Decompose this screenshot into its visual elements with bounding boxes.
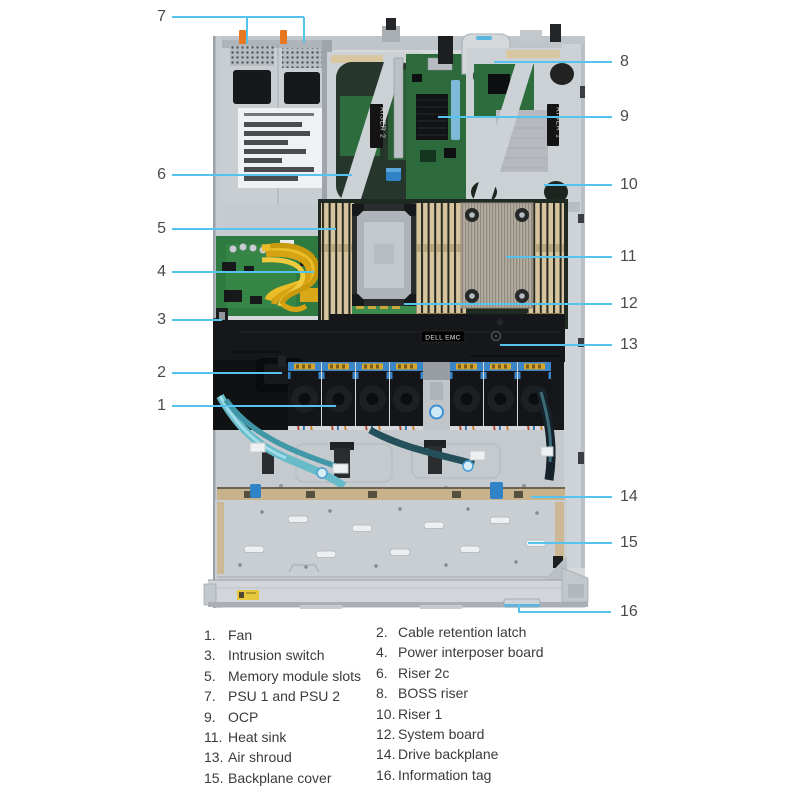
callout-number-16: 16 [620,603,638,620]
legend-item-16 [376,767,544,787]
backplane-cover [215,500,567,580]
legend-item-12 [376,726,544,746]
callout-number-15: 15 [620,534,638,551]
ocp-area [406,54,468,204]
legend-item-7 [204,688,361,708]
legend-num: 1. [204,627,216,643]
legend-item-15 [204,770,361,790]
callout-number-11: 11 [620,248,637,265]
legend-item-3 [204,647,361,667]
callout-number-3: 3 [157,311,166,328]
legend-label: System board [398,725,485,742]
legend-num: 2. [376,624,388,640]
legend-num: 16. [376,766,396,783]
legend-num: 8. [376,685,388,702]
legend-num: 5. [204,667,216,684]
legend-label: Drive backplane [398,746,499,763]
callout-number-12: 12 [620,295,638,312]
callout-number-10: 10 [620,176,638,193]
callout-number-1: 1 [157,397,166,414]
callout-number-13: 13 [620,336,638,353]
legend-label: Air shroud [228,749,292,766]
mid-floor [221,205,321,240]
callout-number-14: 14 [620,488,638,505]
legend-label: Fan [228,627,253,643]
legend-item-2 [376,624,544,644]
legend-label: OCP [228,708,259,725]
legend-num: 6. [376,664,388,681]
legend-label: PSU 1 and PSU 2 [228,688,341,705]
fan-bracket [423,362,450,432]
legend-item-10 [376,706,544,726]
legend-num: 9. [204,708,216,725]
legend-label: BOSS riser [398,685,469,702]
riser-1-label-text: RISER 1 [554,107,562,139]
legend-column-right [376,624,544,787]
callout-number-8: 8 [620,53,629,70]
legend-item-13 [204,749,361,769]
legend-label: Riser 1 [398,705,443,722]
heat-sink [461,203,533,308]
legend-label: Intrusion switch [228,647,325,664]
legend-num: 4. [376,644,388,661]
callout-number-6: 6 [157,166,166,183]
legend-num: 14. [376,746,396,763]
legend-item-8 [376,685,544,705]
legend-num: 3. [204,647,216,664]
legend-label: Riser 2c [398,664,450,681]
legend-item-9 [204,709,361,729]
callout-number-2: 2 [157,364,166,381]
callout-number-7: 7 [157,8,166,25]
legend-num: 7. [204,688,216,705]
information-tag [504,599,540,607]
legend-item-6 [376,665,544,685]
legend-column-left [204,627,361,790]
legend-item-14 [376,746,544,766]
legend-label: Memory module slots [228,667,362,684]
legend-item-5 [204,668,361,688]
legend-num: 12. [376,725,396,742]
cpu-socket [352,204,416,306]
riser-2-label-text: RISER 2 [378,107,386,139]
legend-num: 11. [204,728,223,745]
riser-1-cage [466,48,580,212]
legend-item-11 [204,729,361,749]
dell-emc-label [421,331,465,342]
service-info-label [237,590,259,600]
legend-label: Cable retention latch [398,624,527,640]
brand-text: DELL EMC [425,334,461,342]
legend-label: Power interposer board [398,644,544,661]
legend-num: 10. [376,705,396,722]
callout-number-4: 4 [157,263,166,280]
legend-label: Heat sink [228,728,287,745]
legend-num: 15. [204,769,224,786]
legend-label: Backplane cover [228,769,332,786]
legend-item-1 [204,627,361,647]
callout-number-5: 5 [157,220,166,237]
legend-label: Information tag [398,766,492,783]
callout-number-9: 9 [620,108,629,125]
legend-num: 13. [204,749,224,766]
legend-item-4 [376,644,544,664]
